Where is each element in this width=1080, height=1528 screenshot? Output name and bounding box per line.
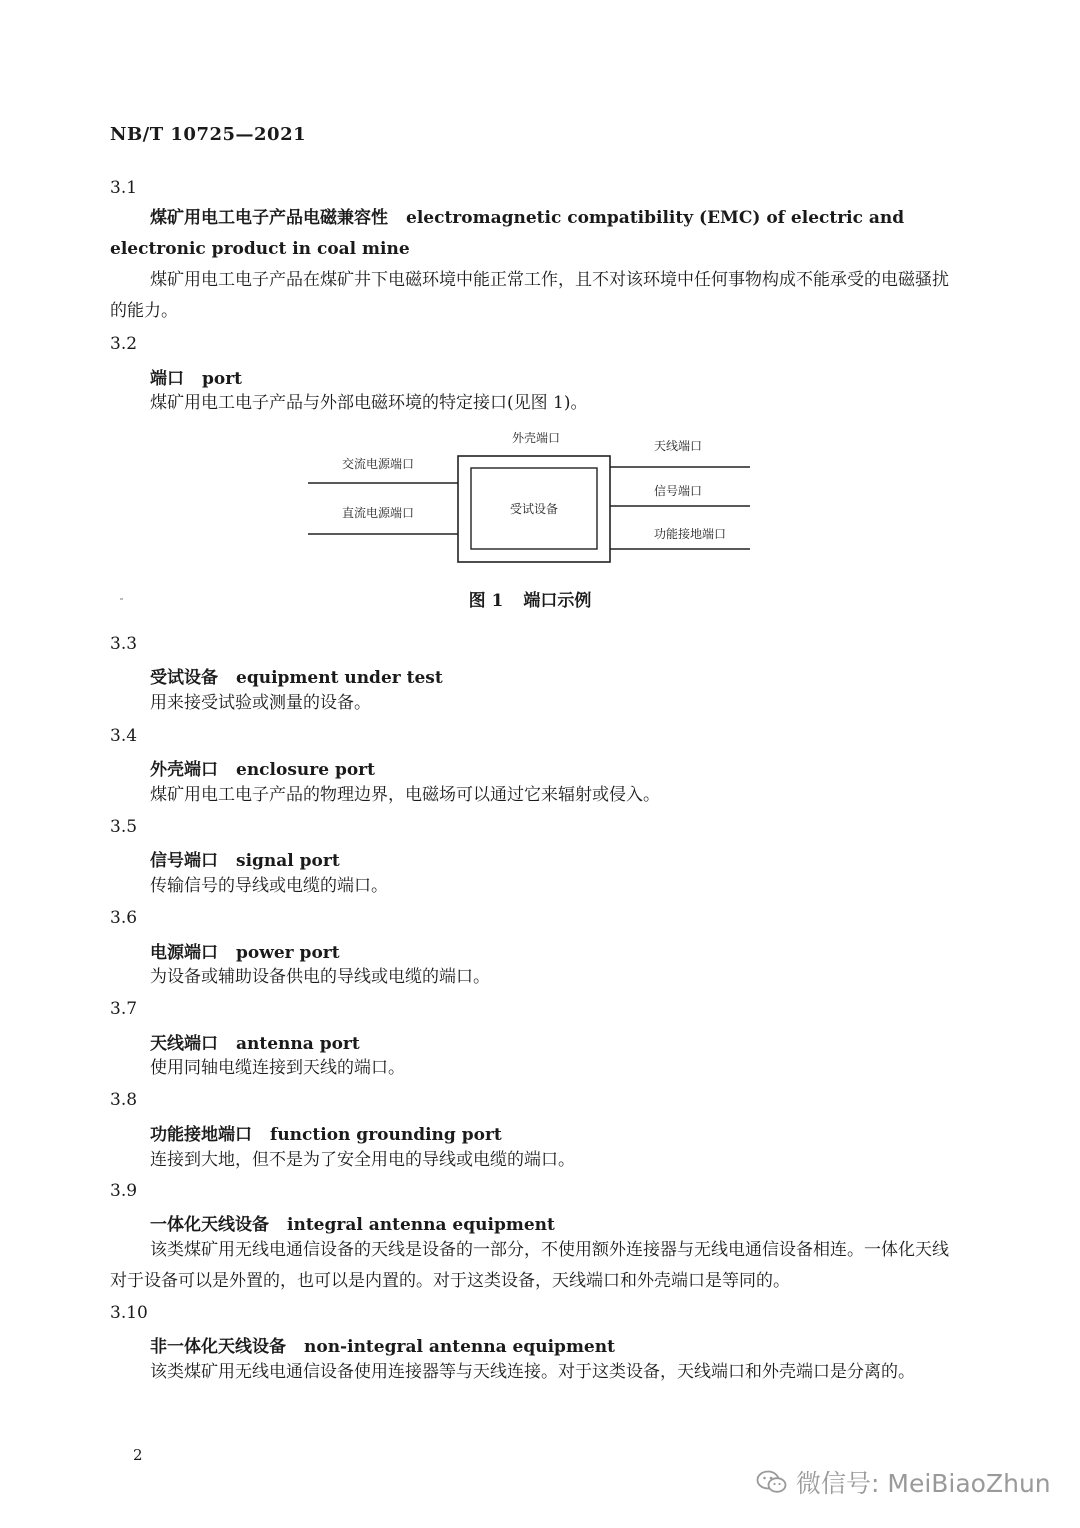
term-en: function grounding port — [270, 1125, 502, 1145]
definition-text: 该类煤矿用无线电通信设备使用连接器等与天线连接。对于这类设备，天线端口和外壳端口是分离的。 — [150, 1362, 915, 1382]
antenna-port-label: 天线端口 — [653, 439, 703, 453]
figure-caption — [0, 586, 1060, 611]
term-en: equipment under test — [236, 668, 443, 688]
definition-text: 煤矿用电工电子产品在煤矿井下电磁环境中能正常工作，且不对该环境中任何事物构成不能承受的电磁骚扰的能力。 — [110, 270, 949, 321]
term-heading — [150, 755, 375, 780]
term-heading — [150, 1210, 555, 1235]
term-en: integral antenna equipment — [287, 1215, 555, 1235]
term-zh: 外壳端口 — [150, 760, 218, 780]
term-zh: 非一体化天线设备 — [150, 1337, 286, 1357]
definition-text: 使用同轴电缆连接到天线的端口。 — [150, 1058, 405, 1078]
term-en: port — [202, 369, 243, 389]
enclosure-port-label: 外壳端口 — [511, 431, 561, 445]
term-zh: 天线端口 — [150, 1034, 218, 1054]
section-number: 3.1 — [110, 178, 138, 198]
term-zh: 煤矿用电工电子产品电磁兼容性 — [150, 208, 388, 228]
term-heading — [150, 663, 443, 688]
term-en: signal port — [236, 851, 340, 871]
section-number: 3.4 — [110, 726, 138, 746]
term-heading — [150, 1029, 360, 1054]
definition-text: 煤矿用电工电子产品的物理边界，电磁场可以通过它来辐射或侵入。 — [150, 785, 660, 805]
section-number: 3.3 — [110, 634, 138, 654]
term-zh: 一体化天线设备 — [150, 1215, 269, 1235]
term-en: power port — [236, 943, 340, 963]
definition-text: 用来接受试验或测量的设备。 — [150, 693, 371, 713]
scan-speck — [120, 598, 123, 600]
term-zh: 端口 — [150, 369, 184, 389]
term-heading — [150, 1332, 615, 1357]
signal-port-label: 信号端口 — [653, 484, 703, 498]
term-en: enclosure port — [236, 760, 375, 780]
wechat-icon — [756, 1469, 788, 1495]
term-heading — [150, 1120, 502, 1145]
term-heading — [150, 846, 340, 871]
term-zh: 电源端口 — [150, 943, 218, 963]
section-number: 3.8 — [110, 1090, 138, 1110]
definition-text: 连接到大地，但不是为了安全用电的导线或电缆的端口。 — [150, 1150, 575, 1170]
section-number: 3.7 — [110, 999, 138, 1019]
term-en: antenna port — [236, 1034, 360, 1054]
section-number: 3.10 — [110, 1303, 148, 1323]
ac-port-label: 交流电源端口 — [341, 457, 415, 471]
watermark — [756, 1464, 1051, 1500]
term-zh: 功能接地端口 — [150, 1125, 252, 1145]
definition-text: 该类煤矿用无线电通信设备的天线是设备的一部分，不使用额外连接器与无线电通信设备相连。一体化天线对于设备可以是外置的，也可以是内置的。对于这类设备，天线端口和外壳端口是等同的。 — [110, 1240, 949, 1291]
definition-text: 煤矿用电工电子产品与外部电磁环境的特定接口(见图 1)。 — [150, 393, 588, 413]
section-number: 3.6 — [110, 908, 138, 928]
watermark-text: 微信号: MeiBiaoZhun — [796, 1469, 1051, 1498]
definition-text: 为设备或辅助设备供电的导线或电缆的端口。 — [150, 967, 490, 987]
section-number: 3.9 — [110, 1181, 138, 1201]
eut-label: 受试设备 — [509, 502, 559, 516]
figure-caption-number: 图 1 — [468, 591, 504, 611]
term-heading — [150, 364, 242, 389]
figure-caption-title: 端口示例 — [523, 591, 592, 611]
term-zh: 受试设备 — [150, 668, 218, 688]
term-en: electromagnetic compatibility (EMC) of electric and electronic product in coal mine — [110, 208, 905, 259]
definition-text: 传输信号的导线或电缆的端口。 — [150, 876, 388, 896]
term-heading — [110, 203, 952, 265]
ground-port-label: 功能接地端口 — [653, 527, 727, 541]
term-heading — [150, 938, 340, 963]
section-number: 3.2 — [110, 334, 138, 354]
page-number: 2 — [133, 1446, 143, 1464]
port-diagram-svg — [300, 420, 760, 570]
standard-number: NB/T 10725—2021 — [110, 124, 307, 145]
section-number: 3.5 — [110, 817, 138, 837]
port-diagram — [300, 420, 760, 570]
term-zh: 信号端口 — [150, 851, 218, 871]
dc-port-label: 直流电源端口 — [341, 506, 415, 520]
term-en: non-integral antenna equipment — [304, 1337, 615, 1357]
